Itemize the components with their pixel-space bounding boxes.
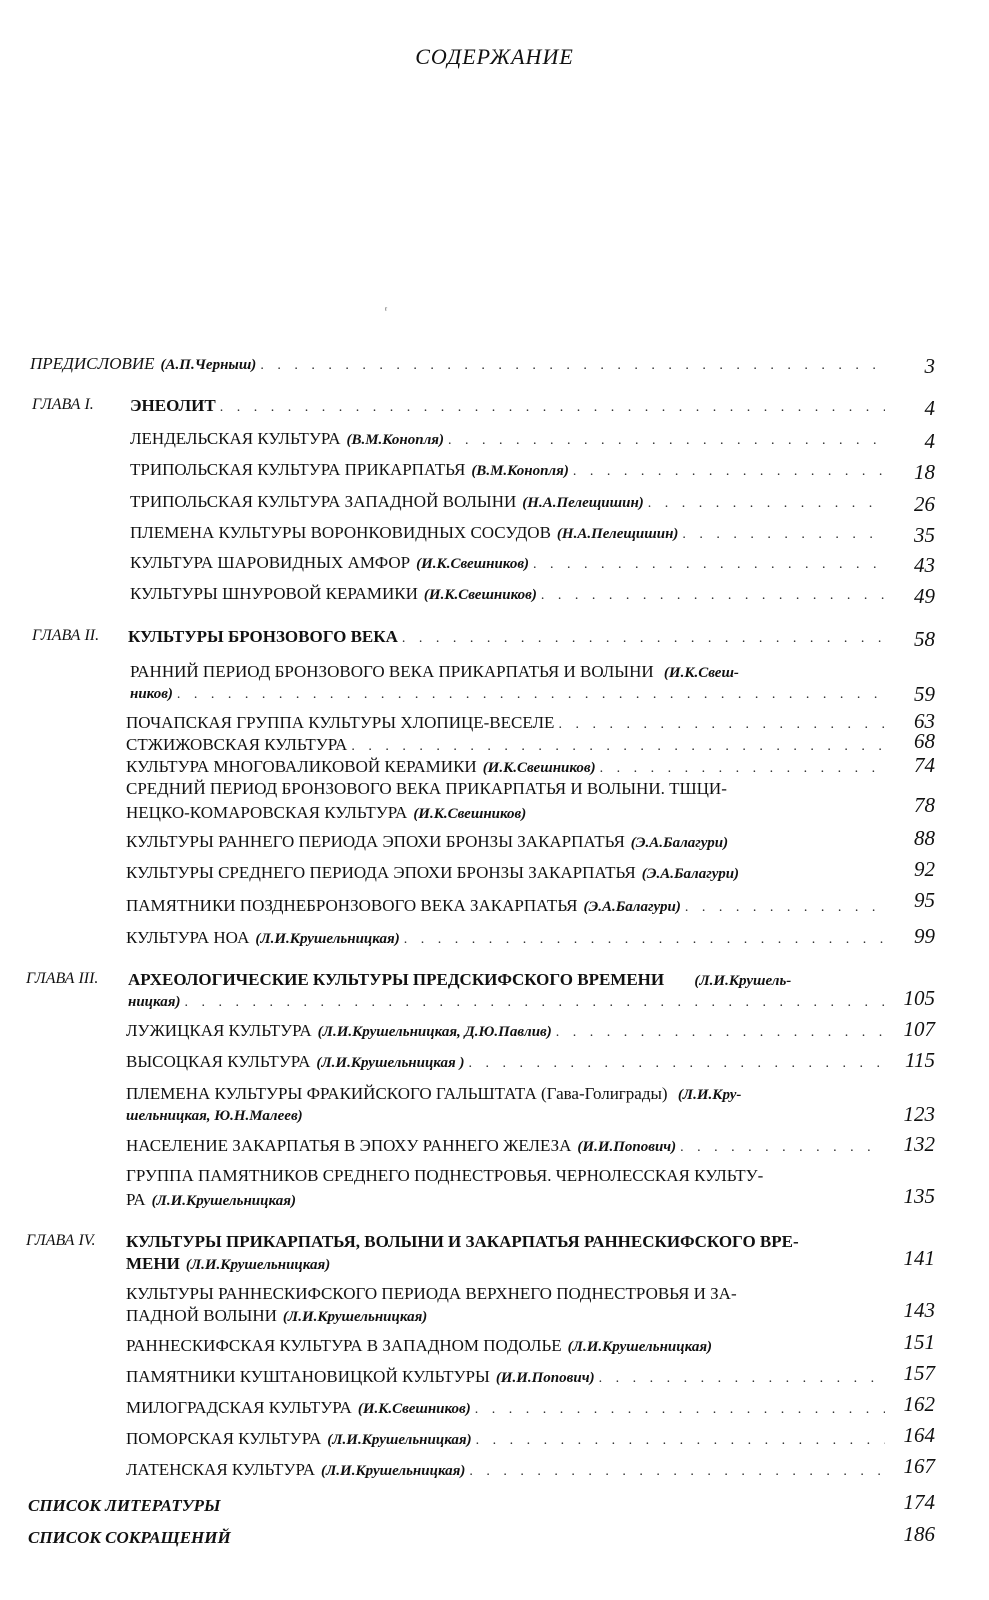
- page-number: 4: [924, 429, 935, 453]
- dot-leader: [220, 400, 885, 416]
- toc-entry[interactable]: [0, 1166, 989, 1216]
- section-author: (В.М.Конопля): [471, 463, 569, 479]
- section-author: (Л.И.Крушельницкая): [151, 1193, 296, 1209]
- toc-entry[interactable]: [0, 888, 989, 922]
- page-number: 59: [914, 682, 935, 706]
- section-title: СТЖИЖОВСКАЯ КУЛЬТУРА: [126, 735, 348, 754]
- dot-leader: [476, 1433, 885, 1449]
- dot-leader: [680, 1140, 885, 1156]
- page-number: 26: [914, 492, 935, 516]
- section-title: КУЛЬТУРЫ СРЕДНЕГО ПЕРИОДА ЭПОХИ БРОНЗЫ ЗАКАРПАТЬЯ: [126, 863, 636, 882]
- toc-chapter-4[interactable]: [0, 1232, 989, 1282]
- page-number: 43: [914, 553, 935, 577]
- section-author: (В.М.Конопля): [346, 432, 444, 448]
- section-title: ГРУППА ПАМЯТНИКОВ СРЕДНЕГО ПОДНЕСТРОВЬЯ. ЧЕРНОЛЕССКАЯ КУЛЬТУ-: [126, 1166, 764, 1185]
- dot-leader: [404, 932, 885, 948]
- page-number: 3: [924, 354, 935, 378]
- page-number: 68: [914, 729, 935, 753]
- toc-entry[interactable]: [0, 584, 989, 610]
- page-number: 35: [914, 523, 935, 547]
- page-number: 162: [903, 1392, 935, 1416]
- section-author: (Л.И.Крушельницкая, Д.Ю.Павлив): [317, 1024, 552, 1040]
- chapter-author: (Л.И.Крушельницкая): [185, 1257, 331, 1273]
- dot-leader: [599, 1371, 885, 1387]
- page-number: 74: [914, 753, 935, 777]
- toc-entry[interactable]: [0, 826, 989, 858]
- section-author: (Л.И.Крушельницкая): [567, 1339, 713, 1355]
- toc-entry[interactable]: [0, 857, 989, 889]
- section-title: ПОМОРСКАЯ КУЛЬТУРА: [126, 1429, 322, 1448]
- section-title: РАННЕСКИФСКАЯ КУЛЬТУРА В ЗАПАДНОМ ПОДОЛЬЕ: [126, 1336, 562, 1355]
- section-author: (И.К.Свешников): [413, 806, 527, 822]
- chapter-label: ГЛАВА I.: [32, 396, 94, 413]
- page-title: СОДЕРЖАНИЕ: [415, 44, 574, 69]
- toc-entry[interactable]: [0, 1048, 989, 1078]
- section-title: ТРИПОЛЬСКАЯ КУЛЬТУРА ПРИКАРПАТЬЯ: [130, 460, 466, 479]
- toc-entry[interactable]: [0, 779, 989, 829]
- section-author: (Э.А.Балагури): [583, 899, 681, 915]
- toc-entry[interactable]: [0, 1330, 989, 1362]
- page-number: 115: [905, 1048, 935, 1072]
- section-author: (И.К.Свешников): [482, 760, 596, 776]
- section-title: ЛУЖИЦКАЯ КУЛЬТУРА: [126, 1021, 312, 1040]
- toc-chapter-2[interactable]: [0, 627, 989, 653]
- section-author: (И.К.Свешников): [357, 1401, 471, 1417]
- toc-entry[interactable]: [0, 1284, 989, 1334]
- dot-leader: [448, 433, 885, 449]
- page-number: 141: [903, 1246, 935, 1270]
- page-number: 58: [914, 627, 935, 651]
- toc-chapter-3[interactable]: [0, 970, 989, 1020]
- toc-entry-preface[interactable]: [0, 354, 989, 380]
- section-title: МИЛОГРАДСКАЯ КУЛЬТУРА: [126, 1398, 352, 1417]
- toc-entry[interactable]: [0, 1361, 989, 1393]
- page-number: 186: [903, 1522, 935, 1546]
- dot-leader: [600, 761, 885, 777]
- section-author: (Л.И.Кру-: [677, 1087, 742, 1103]
- toc-entry[interactable]: [0, 662, 989, 712]
- dot-leader: [475, 1402, 885, 1418]
- dot-leader: [177, 687, 885, 703]
- page-number: 95: [914, 888, 935, 912]
- section-author: (Э.А.Балагури): [630, 835, 729, 851]
- toc-entry[interactable]: [0, 1423, 989, 1455]
- page-number: 78: [914, 793, 935, 817]
- section-author: (И.И.Попович): [577, 1139, 677, 1155]
- section-author-cont: шельницкая, Ю.Н.Малеев): [126, 1108, 303, 1124]
- page-number: 132: [903, 1132, 935, 1156]
- section-author: (Л.И.Крушельницкая): [282, 1309, 428, 1325]
- page-number: 105: [903, 986, 935, 1010]
- section-author: (И.К.Свешников): [423, 587, 537, 603]
- chapter-title: КУЛЬТУРЫ БРОНЗОВОГО ВЕКА: [128, 627, 398, 646]
- section-title: ВЫСОЦКАЯ КУЛЬТУРА: [126, 1052, 311, 1071]
- bibliography-title: СПИСОК ЛИТЕРАТУРЫ: [28, 1496, 221, 1515]
- section-title: ПАМЯТНИКИ ПОЗДНЕБРОНЗОВОГО ВЕКА ЗАКАРПАТЬЯ: [126, 896, 578, 915]
- dot-leader: [648, 496, 885, 512]
- dot-leader: [685, 900, 885, 916]
- page-number: 157: [903, 1361, 935, 1385]
- section-title: КУЛЬТУРА МНОГОВАЛИКОВОЙ КЕРАМИКИ: [126, 757, 477, 776]
- chapter-title-cont: МЕНИ: [126, 1254, 180, 1273]
- section-title: КУЛЬТУРА НОА: [126, 928, 250, 947]
- section-author: (Л.И.Крушельницкая ): [316, 1055, 465, 1071]
- page-number: 99: [914, 924, 935, 948]
- toc-entry[interactable]: [0, 924, 989, 954]
- chapter-title: АРХЕОЛОГИЧЕСКИЕ КУЛЬТУРЫ ПРЕДСКИФСКОГО ВРЕМЕНИ: [128, 970, 665, 989]
- toc-entry[interactable]: [0, 523, 989, 549]
- toc-entry[interactable]: [0, 1454, 989, 1486]
- chapter-title: ЭНЕОЛИТ: [130, 396, 216, 415]
- section-author: (Э.А.Балагури): [641, 866, 740, 882]
- toc-entry[interactable]: [0, 492, 989, 518]
- section-author: (Н.А.Пелещишин): [522, 495, 644, 511]
- dot-leader: [351, 739, 885, 755]
- toc-entry[interactable]: [0, 1017, 989, 1047]
- page-number: 167: [903, 1454, 935, 1478]
- section-title: СРЕДНИЙ ПЕРИОД БРОНЗОВОГО ВЕКА ПРИКАРПАТЬЯ И ВОЛЫНИ. ТШЦИ-: [126, 779, 727, 798]
- dot-leader: [469, 1464, 885, 1480]
- page-number: 63: [914, 709, 935, 733]
- chapter-label: ГЛАВА IV.: [26, 1232, 96, 1249]
- dot-leader: [184, 995, 885, 1011]
- chapter-label: ГЛАВА III.: [26, 970, 99, 987]
- section-title: ПОЧАПСКАЯ ГРУППА КУЛЬТУРЫ ХЛОПИЦЕ-ВЕСЕЛЕ: [126, 713, 555, 732]
- section-author: (Н.А.Пелещишин): [556, 526, 679, 542]
- dot-leader: [260, 358, 885, 374]
- toc-entry[interactable]: [0, 1132, 989, 1162]
- section-title-cont: РА: [126, 1190, 146, 1209]
- section-title: КУЛЬТУРЫ РАННЕГО ПЕРИОДА ЭПОХИ БРОНЗЫ ЗАКАРПАТЬЯ: [126, 832, 625, 851]
- page-number: 123: [903, 1102, 935, 1126]
- section-author-cont: ников): [130, 686, 173, 702]
- toc-entry-bibliography[interactable]: [0, 1490, 989, 1522]
- page-number: 49: [914, 584, 935, 608]
- section-author: (И.К.Свеш-: [663, 665, 739, 681]
- page-number: 164: [903, 1423, 935, 1447]
- chapter-author-cont: ницкая): [128, 994, 181, 1010]
- section-title-cont: НЕЦКО-КОМАРОВСКАЯ КУЛЬТУРА: [126, 803, 408, 822]
- dot-leader: [402, 631, 885, 647]
- section-title: ПЛЕМЕНА КУЛЬТУРЫ ФРАКИЙСКОГО ГАЛЬШТАТА (Гава-Голиграды): [126, 1084, 668, 1103]
- section-title: ЛЕНДЕЛЬСКАЯ КУЛЬТУРА: [130, 429, 341, 448]
- section-title: ЛАТЕНСКАЯ КУЛЬТУРА: [126, 1460, 316, 1479]
- section-title: КУЛЬТУРА ШАРОВИДНЫХ АМФОР: [130, 553, 411, 572]
- preface-title: ПРЕДИСЛОВИЕ: [30, 354, 155, 373]
- chapter-author: (Л.И.Крушель-: [694, 973, 792, 989]
- toc-entry[interactable]: [0, 553, 989, 579]
- page-number: 151: [903, 1330, 935, 1354]
- toc-entry[interactable]: [0, 429, 989, 455]
- page-number: 88: [914, 826, 935, 850]
- section-title-cont: ПАДНОЙ ВОЛЫНИ: [126, 1306, 277, 1325]
- stray-mark: ʳ: [385, 305, 388, 316]
- section-title: ПАМЯТНИКИ КУШТАНОВИЦКОЙ КУЛЬТУРЫ: [126, 1367, 490, 1386]
- page-number: 4: [924, 396, 935, 420]
- toc-entry[interactable]: [0, 1084, 989, 1134]
- section-title: РАННИЙ ПЕРИОД БРОНЗОВОГО ВЕКА ПРИКАРПАТЬЯ И ВОЛЫНИ: [130, 662, 654, 681]
- page-number: 18: [914, 460, 935, 484]
- dot-leader: [541, 588, 885, 604]
- dot-leader: [558, 717, 885, 733]
- page-number: 143: [903, 1298, 935, 1322]
- toc-chapter-1[interactable]: [0, 396, 989, 422]
- section-title: КУЛЬТУРЫ ШНУРОВОЙ КЕРАМИКИ: [130, 584, 418, 603]
- page-number: 92: [914, 857, 935, 881]
- section-author: (И.И.Попович): [495, 1370, 595, 1386]
- chapter-title: КУЛЬТУРЫ ПРИКАРПАТЬЯ, ВОЛЫНИ И ЗАКАРПАТЬЯ РАННЕСКИФСКОГО ВРЕ-: [126, 1232, 799, 1251]
- dot-leader: [469, 1056, 885, 1072]
- toc-entry[interactable]: [0, 1392, 989, 1424]
- section-title: ТРИПОЛЬСКАЯ КУЛЬТУРА ЗАПАДНОЙ ВОЛЫНИ: [130, 492, 517, 511]
- toc-entry-abbreviations[interactable]: [0, 1522, 989, 1554]
- section-title: ПЛЕМЕНА КУЛЬТУРЫ ВОРОНКОВИДНЫХ СОСУДОВ: [130, 523, 551, 542]
- section-author: (Л.И.Крушельницкая): [321, 1463, 466, 1479]
- dot-leader: [682, 527, 885, 543]
- chapter-label: ГЛАВА II.: [32, 627, 100, 644]
- section-title: КУЛЬТУРЫ РАННЕСКИФСКОГО ПЕРИОДА ВЕРХНЕГО ПОДНЕСТРОВЬЯ И ЗА-: [126, 1284, 737, 1303]
- section-title: НАСЕЛЕНИЕ ЗАКАРПАТЬЯ В ЭПОХУ РАННЕГО ЖЕЛЕЗА: [126, 1136, 572, 1155]
- page-number: 174: [903, 1490, 935, 1514]
- abbreviations-title: СПИСОК СОКРАЩЕНИЙ: [28, 1528, 231, 1547]
- dot-leader: [573, 464, 885, 480]
- dot-leader: [533, 557, 885, 573]
- toc-entry[interactable]: [0, 460, 989, 486]
- page-number: 135: [903, 1184, 935, 1208]
- page-number: 107: [903, 1017, 935, 1041]
- section-author: (Л.И.Крушельницкая): [255, 931, 400, 947]
- preface-author: (А.П.Черныш): [160, 357, 257, 373]
- section-author: (Л.И.Крушельницкая): [327, 1432, 472, 1448]
- section-author: (И.К.Свешников): [416, 556, 530, 572]
- dot-leader: [556, 1025, 885, 1041]
